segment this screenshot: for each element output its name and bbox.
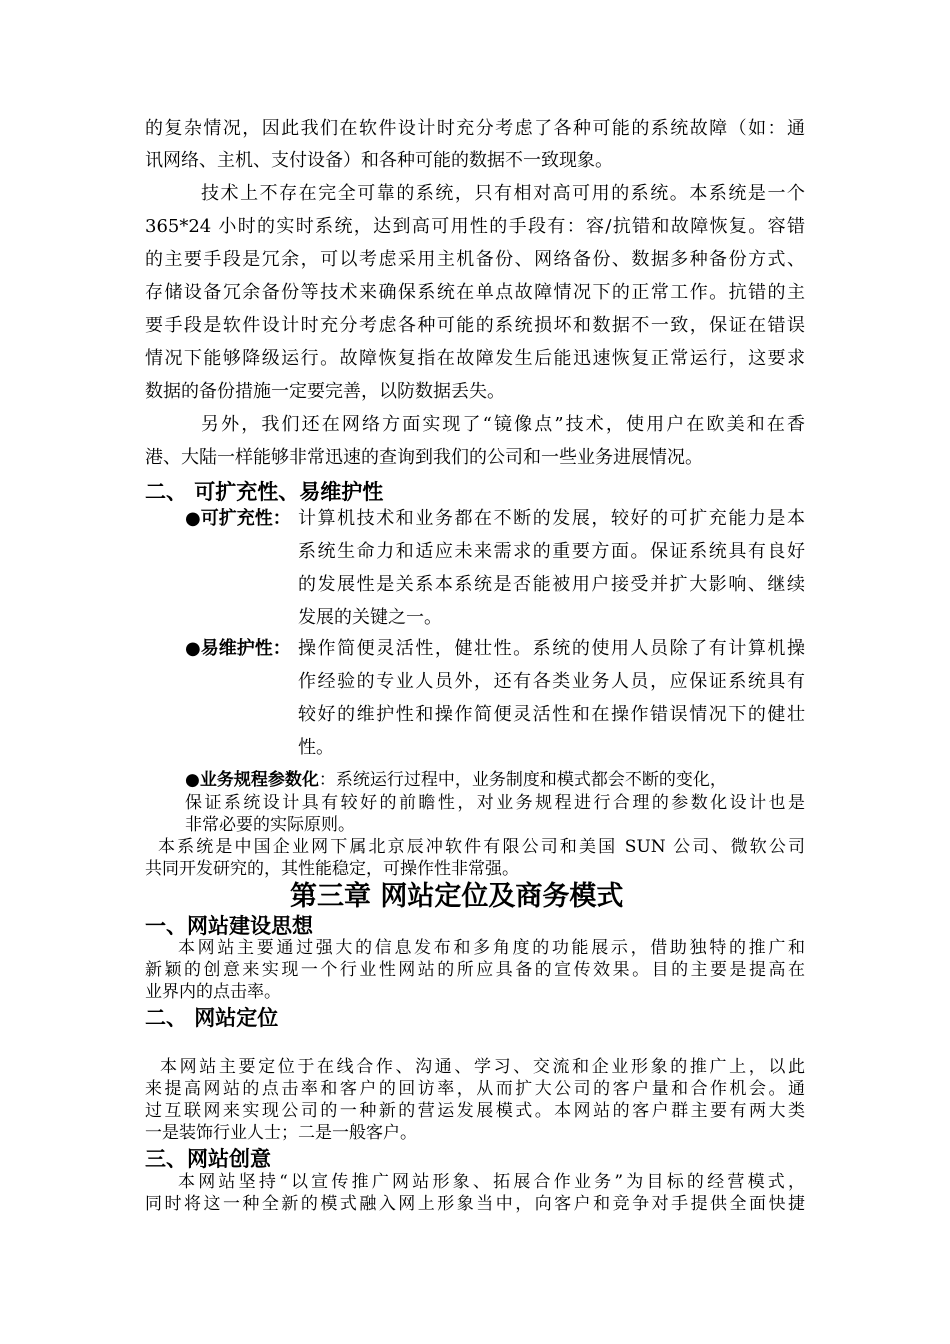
bullet-parameterization-label: ●业务规程参数化 [185,770,319,790]
section-heading-scalability: 二、 可扩充性、易维护性 [145,479,384,504]
website-concept-line-2: 新颖的创意来实现一个行业性网站的所应具备的宣传效果。目的主要是提高在 [145,960,805,980]
creativity-line-2: 同时将这一种全新的模式融入网上形象当中，向客户和竞争对手提供全面快捷 [145,1194,805,1214]
para3-line-2: 港、大陆一样能够非常迅速的查询到我们的公司和一些业务进展情况。 [145,447,703,468]
bullet-maintainability-line-1: 操作简便灵活性，健壮性。系统的使用人员除了有计算机操 [298,638,805,659]
positioning-line-3: 过互联网来实现公司的一种新的营运发展模式。本网站的客户群主要有两大类 [145,1101,805,1121]
positioning-line-1: 本网站主要定位于在线合作、沟通、学习、交流和企业形象的推广上，以此 [160,1057,805,1077]
para4-line-1: 本系统是中国企业网下属北京辰冲软件有限公司和美国 SUN 公司、微软公司 [158,837,805,857]
bullet-maintainability-line-2: 作经验的专业人员外，还有各类业务人员，应保证系统具有 [298,671,805,692]
bullet-scalability-label: ●可扩充性： [185,508,291,529]
website-concept-line-3: 业界内的点击率。 [145,982,281,1002]
bullet-maintainability-line-3: 较好的维护性和操作简便灵活性和在操作错误情况下的健壮 [298,704,805,725]
bullet-maintainability-label: ●易维护性： [185,638,291,659]
bullet-maintainability-line-4: 性。 [298,737,334,758]
para2-line-6: 情况下能够降级运行。故障恢复指在故障发生后能迅速恢复正常运行，这要求 [145,348,805,369]
positioning-line-2: 来提高网站的点击率和客户的回访率，从而扩大公司的客户量和合作机会。通 [145,1079,805,1099]
bullet-scalability-line-4: 发展的关键之一。 [298,607,442,628]
para1-line-1: 的复杂情况，因此我们在软件设计时充分考虑了各种可能的系统故障（如：通 [145,118,805,139]
creativity-line-1: 本网站坚持“以宣传推广网站形象、拓展合作业务”为目标的经营模式， [178,1172,805,1192]
bullet-scalability-line-2: 系统生命力和适应未来需求的重要方面。保证系统具有良好 [298,541,805,562]
bullet-parameterization-line-2: 保证系统设计具有较好的前瞻性，对业务规程进行合理的参数化设计也是 [185,793,805,813]
para2-line-7: 数据的备份措施一定要完善，以防数据丢失。 [145,381,505,402]
para4-line-2: 共同开发研究的，其性能稳定，可操作性非常强。 [145,859,519,879]
website-concept-line-1: 本网站主要通过强大的信息发布和多角度的功能展示，借助独特的推广和 [178,938,805,958]
para2-line-1: 技术上不存在完全可靠的系统，只有相对高可用的系统。本系统是一个 [201,183,805,204]
positioning-line-4: 一是装饰行业人士；二是一般客户。 [145,1123,417,1143]
para2-line-3: 的主要手段是冗余，可以考虑采用主机备份、网络备份、数据多种备份方式、 [145,249,805,270]
para3-line-1: 另外，我们还在网络方面实现了“镜像点”技术，使用户在欧美和在香 [201,414,805,435]
bullet-parameterization-line-1 [185,770,727,790]
bullet-parameterization-line-3: 非常必要的实际原则。 [185,815,355,835]
para2-line-2: 365*24 小时的实时系统，达到高可用性的手段有：容/抗错和故障恢复。容错 [145,216,805,237]
chapter-title: 第三章 网站定位及商务模式 [290,881,624,912]
section-heading-website-concept: 一、网站建设思想 [145,913,313,938]
para1-line-2: 讯网络、主机、支付设备）和各种可能的数据不一致现象。 [145,150,613,171]
bullet-scalability-line-3: 的发展性是关系本系统是否能被用户接受并扩大影响、继续 [298,574,805,595]
bullet-parameterization-first-text: ：系统运行过程中，业务制度和模式都会不断的变化， [318,770,727,790]
para2-line-5: 要手段是软件设计时充分考虑各种可能的系统损坏和数据不一致，保证在错误 [145,315,805,336]
para2-line-4: 存储设备冗余备份等技术来确保系统在单点故障情况下的正常工作。抗错的主 [145,282,805,303]
section-heading-creativity: 三、网站创意 [145,1146,271,1171]
section-heading-positioning: 二、 网站定位 [145,1005,279,1030]
bullet-scalability-line-1: 计算机技术和业务都在不断的发展，较好的可扩充能力是本 [298,508,805,529]
